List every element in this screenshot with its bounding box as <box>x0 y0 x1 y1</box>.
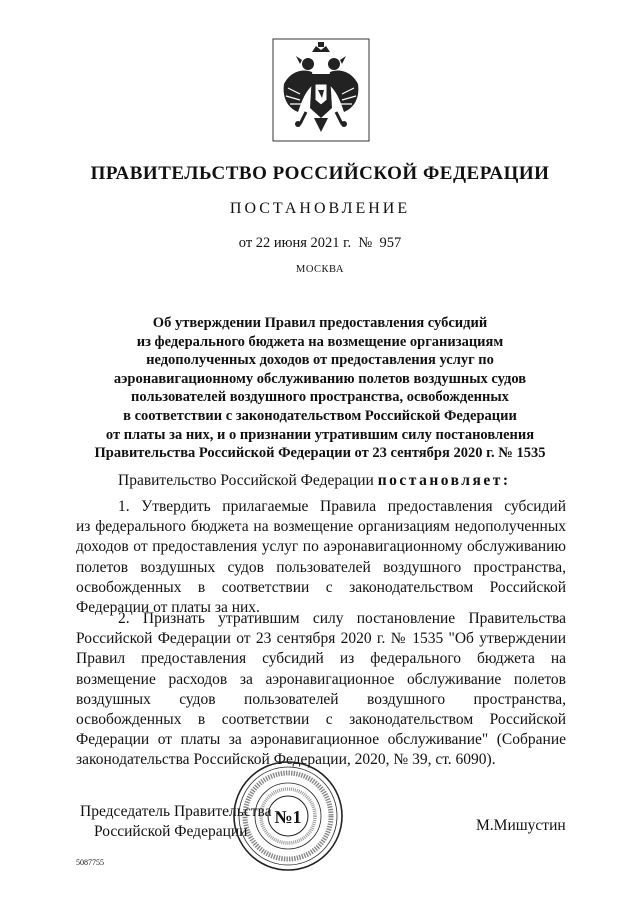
heading-line: из федерального бюджета на возмещение организациям <box>136 333 504 350</box>
heading-line: недополученных доходов от предоставления услуг по <box>146 352 494 369</box>
decree-verb: постановляет: <box>377 472 511 489</box>
paragraph-line: из федерального бюджета на возмещение организациям недополученных <box>76 518 566 536</box>
paragraph-line: освобожденных в соответствии с законодательством Российской <box>76 578 566 596</box>
document-heading <box>70 314 570 463</box>
decree-line <box>76 471 566 491</box>
paragraph-line: возмещение расходов за аэронавигационное обслуживание полетов <box>76 670 566 688</box>
paragraph-line: воздушных судов пользователей воздушного пространства, <box>76 690 566 708</box>
paragraph-2 <box>76 609 566 771</box>
paragraph-line: 1. Утвердить прилагаемые Правила предоставления субсидий <box>118 498 566 515</box>
government-title: ПРАВИТЕЛЬСТВО РОССИЙСКОЙ ФЕДЕРАЦИИ <box>90 163 550 184</box>
heading-line: Об утверждении Правил предоставления субсидий <box>152 315 488 331</box>
paragraph-line: Российской Федерации от 23 сентября 2020 г. № 1535 "Об утверждении <box>76 630 566 648</box>
heading-line: в соответствии с законодательством Российской Федерации <box>123 407 517 424</box>
paragraph-line: Федерации от платы за них. <box>76 599 260 617</box>
paragraph-line: освобожденных в соответствии с законодательством Российской <box>76 711 566 729</box>
position-line-1: Председатель Правительства <box>80 803 272 820</box>
decree-prefix: Правительство Российской Федерации <box>118 472 374 489</box>
paragraph-line: Правил предоставления субсидий из федерального бюджета на <box>76 650 566 668</box>
heading-line: пользователей воздушного пространства, освобожденных <box>131 389 509 406</box>
paragraph-1 <box>76 497 566 618</box>
paragraph-line: доходов от предоставления услуг по аэронавигационному обслуживанию <box>76 538 566 556</box>
document-code: 5087755 <box>76 858 104 867</box>
city: МОСКВА <box>296 264 344 275</box>
paragraph-line: Федерации от платы за аэронавигационное обслуживание" (Собрание <box>76 731 566 749</box>
heading-line: аэронавигационному обслуживанию полетов воздушных судов <box>113 370 527 387</box>
paragraph-line: 2. Признать утратившим силу постановление Правительства <box>118 610 566 627</box>
russian-coat-of-arms-icon <box>272 38 370 142</box>
heading-line: от платы за них, и о признании утратившим силу постановления <box>105 426 535 443</box>
document-type: ПОСТАНОВЛЕНИЕ <box>229 200 411 217</box>
position-line-2: Российской Федерации <box>94 823 248 840</box>
stamp-center-text: №1 <box>274 807 302 827</box>
heading-line: Правительства Российской Федерации от 23 сентября 2020 г. № 1535 <box>94 445 546 462</box>
paragraph-line: законодательства Российской Федерации, 2020, № 39, ст. 6090). <box>76 751 496 769</box>
department-seal-icon <box>232 760 344 872</box>
signatory-name: М.Мишустин <box>476 817 566 834</box>
paragraph-line: полетов воздушных судов пользователей воздушного пространства, <box>76 558 566 576</box>
document-date-number: от 22 июня 2021 г. № 957 <box>238 235 402 251</box>
